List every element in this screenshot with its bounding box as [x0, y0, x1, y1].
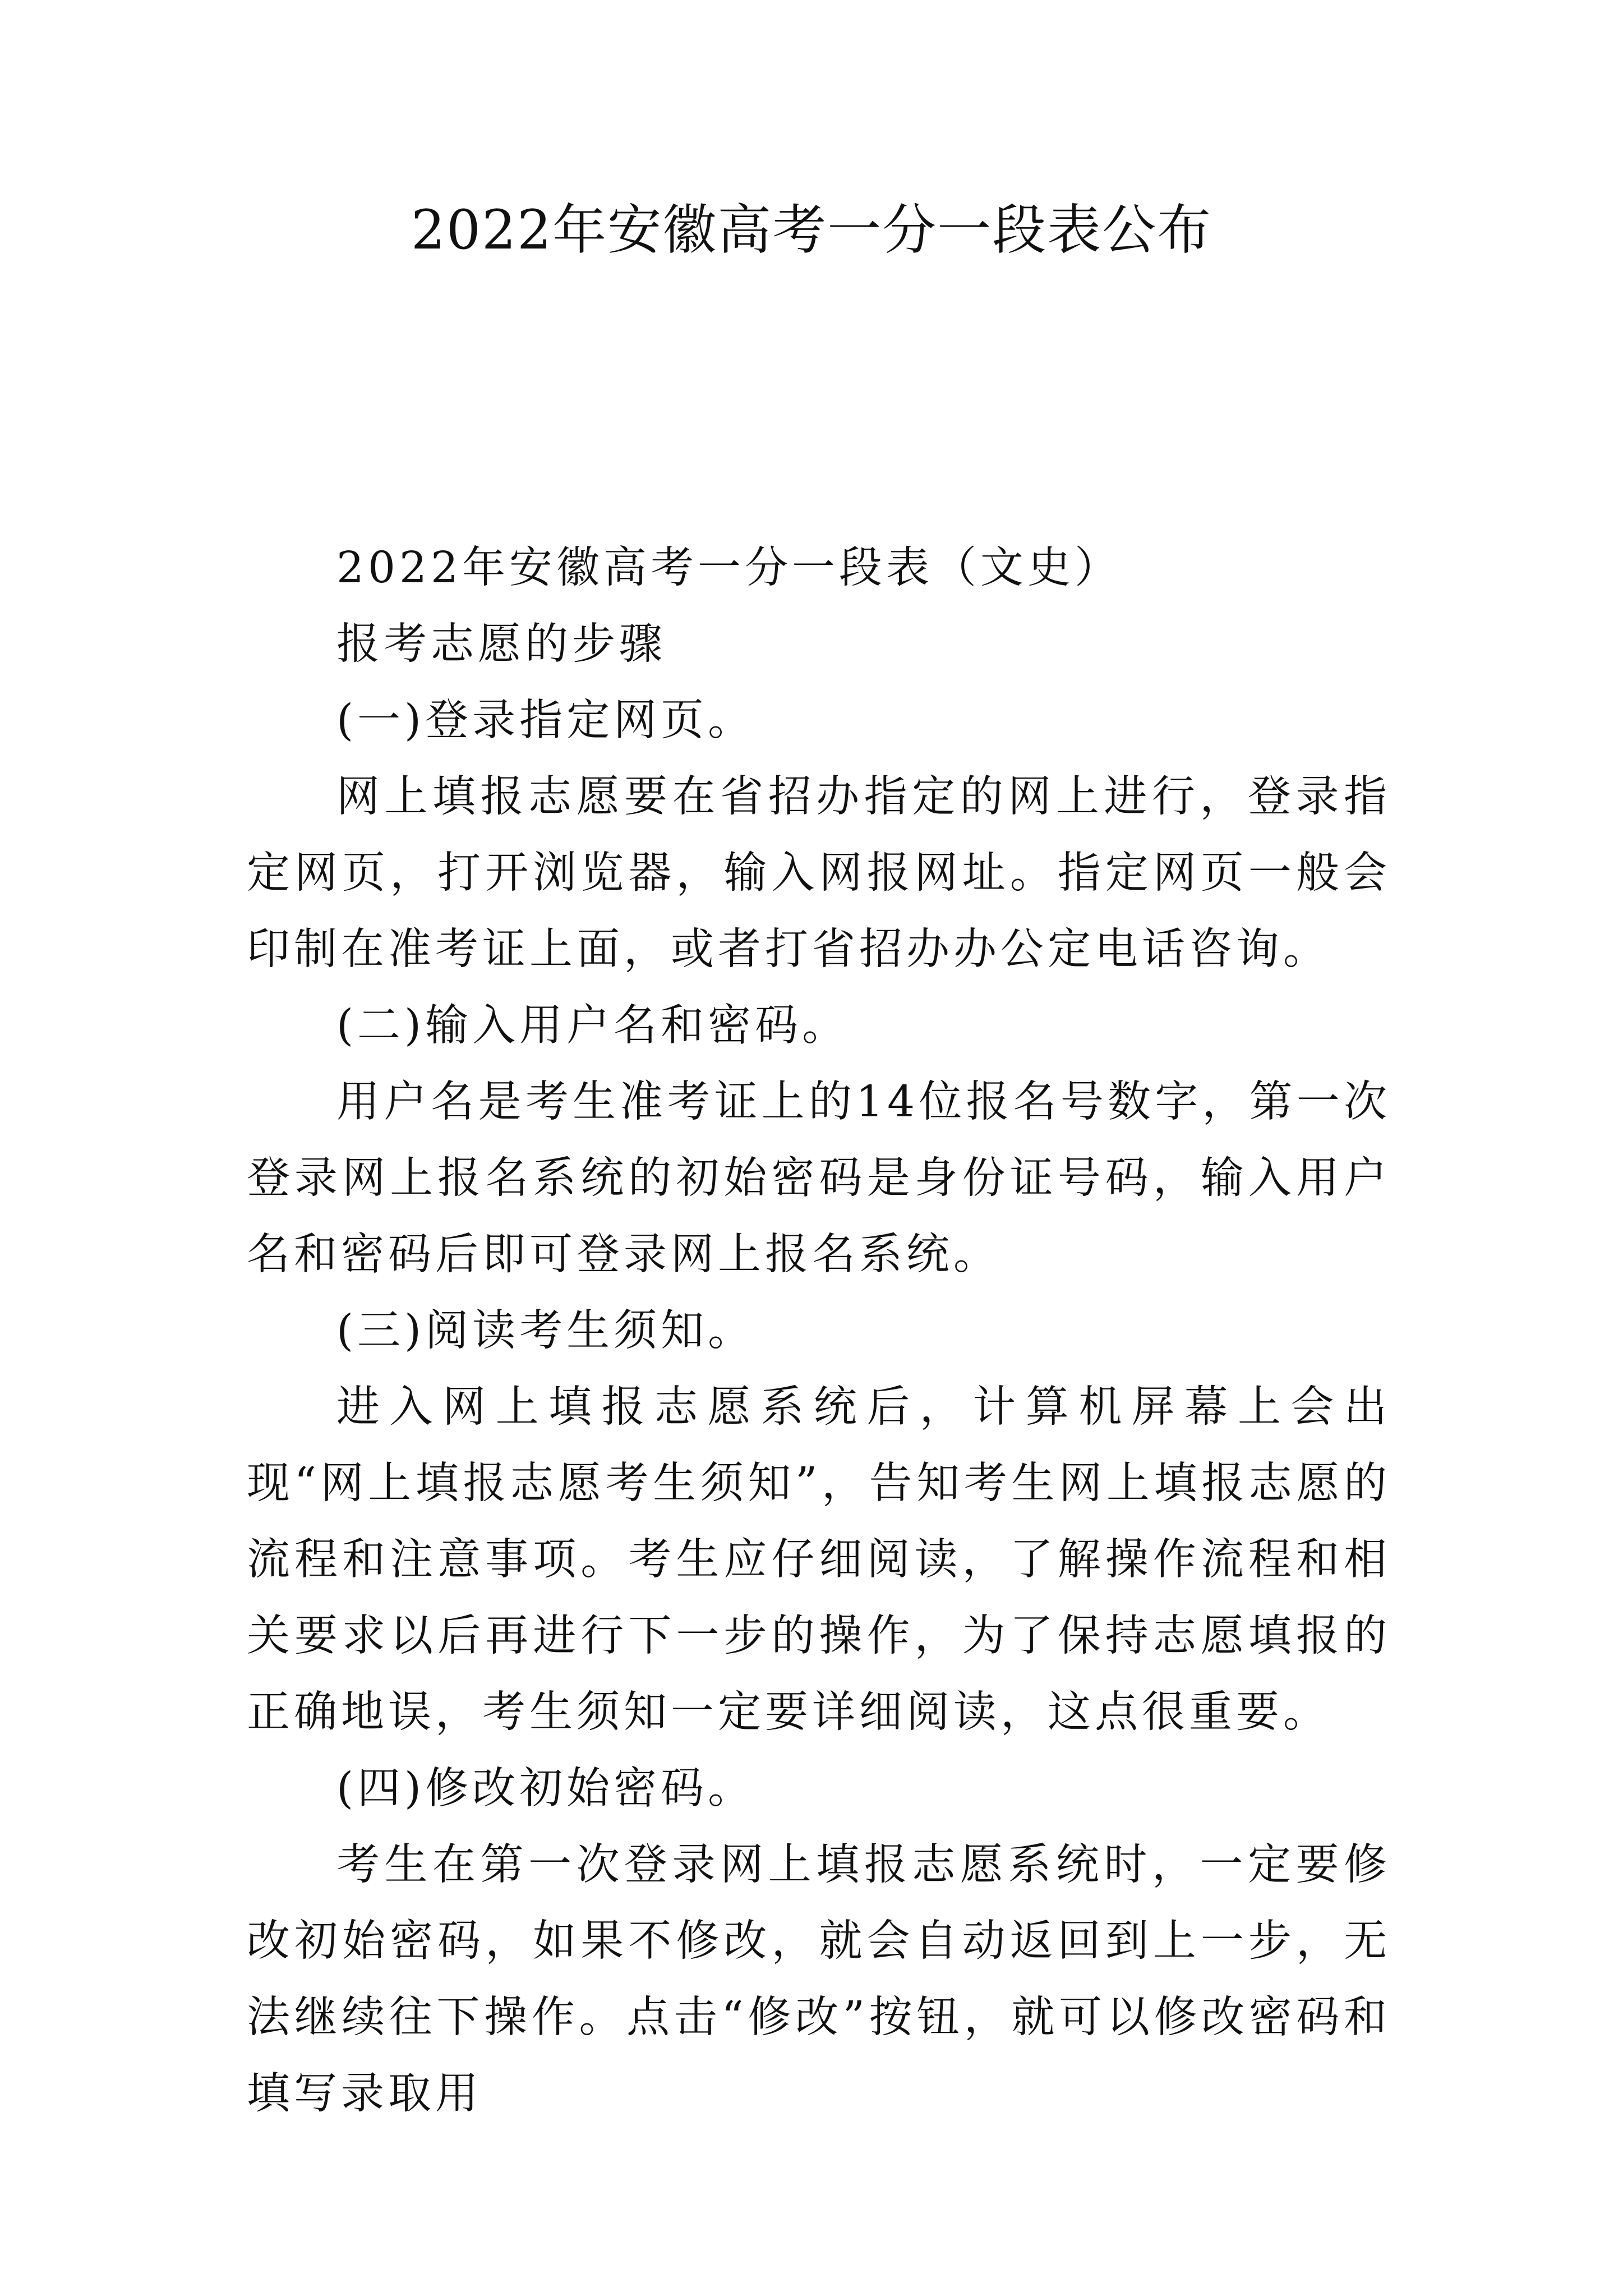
step-heading-3: (三)阅读考生须知。 [336, 1306, 755, 1356]
document-body [247, 530, 1391, 2132]
document-title: 2022年安徽高考一分一段表公布 [411, 199, 1212, 261]
step-heading-4: (四)修改初始密码。 [336, 1764, 755, 1814]
step-heading-2: (二)输入用户名和密码。 [336, 1001, 850, 1051]
body-paragraph: 考生在第一次登录网上填报志愿系统时，一定要修改初始密码，如果不修改，就会自动返回到上一步，无法继续往下操作。点击“修改”按钮，就可以修改密码和填写录取用 [247, 1840, 1391, 2119]
subtitle-paragraph: 2022年安徽高考一分一段表（文史） [336, 543, 1122, 593]
body-paragraph: 网上填报志愿要在省招办指定的网上进行，登录指定网页，打开浏览器，输入网报网址。指定网页一般会印制在准考证上面，或者打省招办办公定电话咨询。 [247, 772, 1391, 974]
body-paragraph: 用户名是考生准考证上的14位报名号数字，第一次登录网上报名系统的初始密码是身份证号码，输入用户名和密码后即可登录网上报名系统。 [247, 1077, 1391, 1280]
body-paragraph: 进入网上填报志愿系统后，计算机屏幕上会出现“网上填报志愿考生须知”，告知考生网上填报志愿的流程和注意事项。考生应仔细阅读，了解操作流程和相关要求以后再进行下一步的操作，为了保持志愿填报的正确地误，考生须知一定要详细阅读，这点很重要。 [247, 1382, 1391, 1737]
section-heading: 报考志愿的步骤 [336, 619, 666, 669]
step-heading-1: (一)登录指定网页。 [336, 696, 755, 746]
